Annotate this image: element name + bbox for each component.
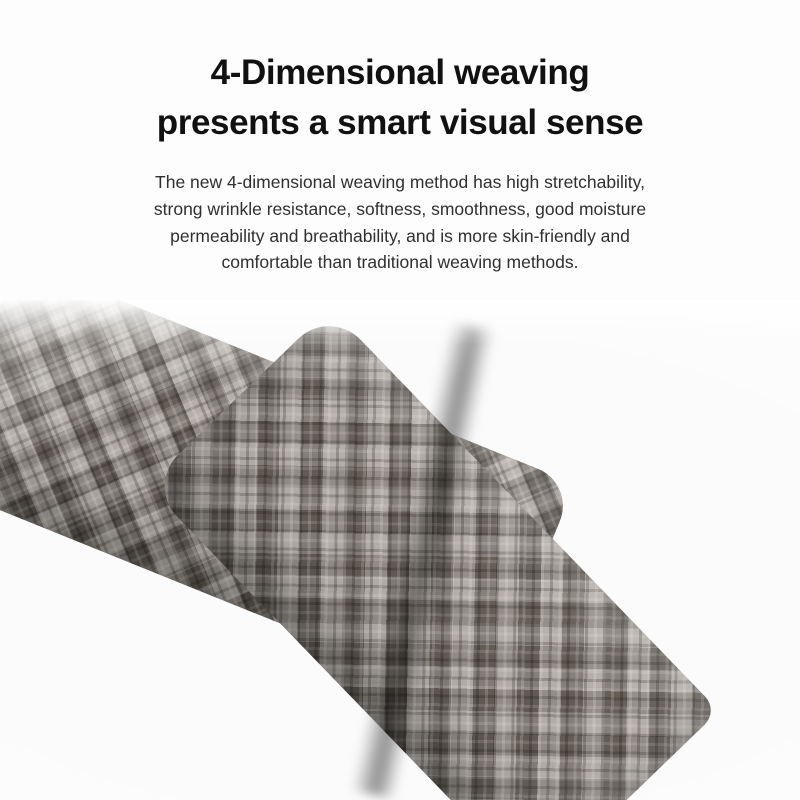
feature-description-line-1: The new 4-dimensional weaving method has high stretchability,	[155, 172, 645, 193]
feature-description-line-3: permeability and breathability, and is more skin-friendly and	[170, 225, 630, 246]
woven-fabric-photo	[0, 300, 800, 800]
page-title	[60, 48, 740, 147]
page-title-line-2: presents a smart visual sense	[156, 102, 644, 142]
page-title-line-1: 4-Dimensional weaving	[210, 53, 590, 92]
feature-text-block	[0, 0, 800, 276]
feature-description-line-2: strong wrinkle resistance, softness, smoothness, good moisture	[153, 198, 647, 219]
feature-description	[80, 169, 720, 275]
feature-description-line-4: comfortable than traditional weaving methods.	[221, 252, 579, 273]
